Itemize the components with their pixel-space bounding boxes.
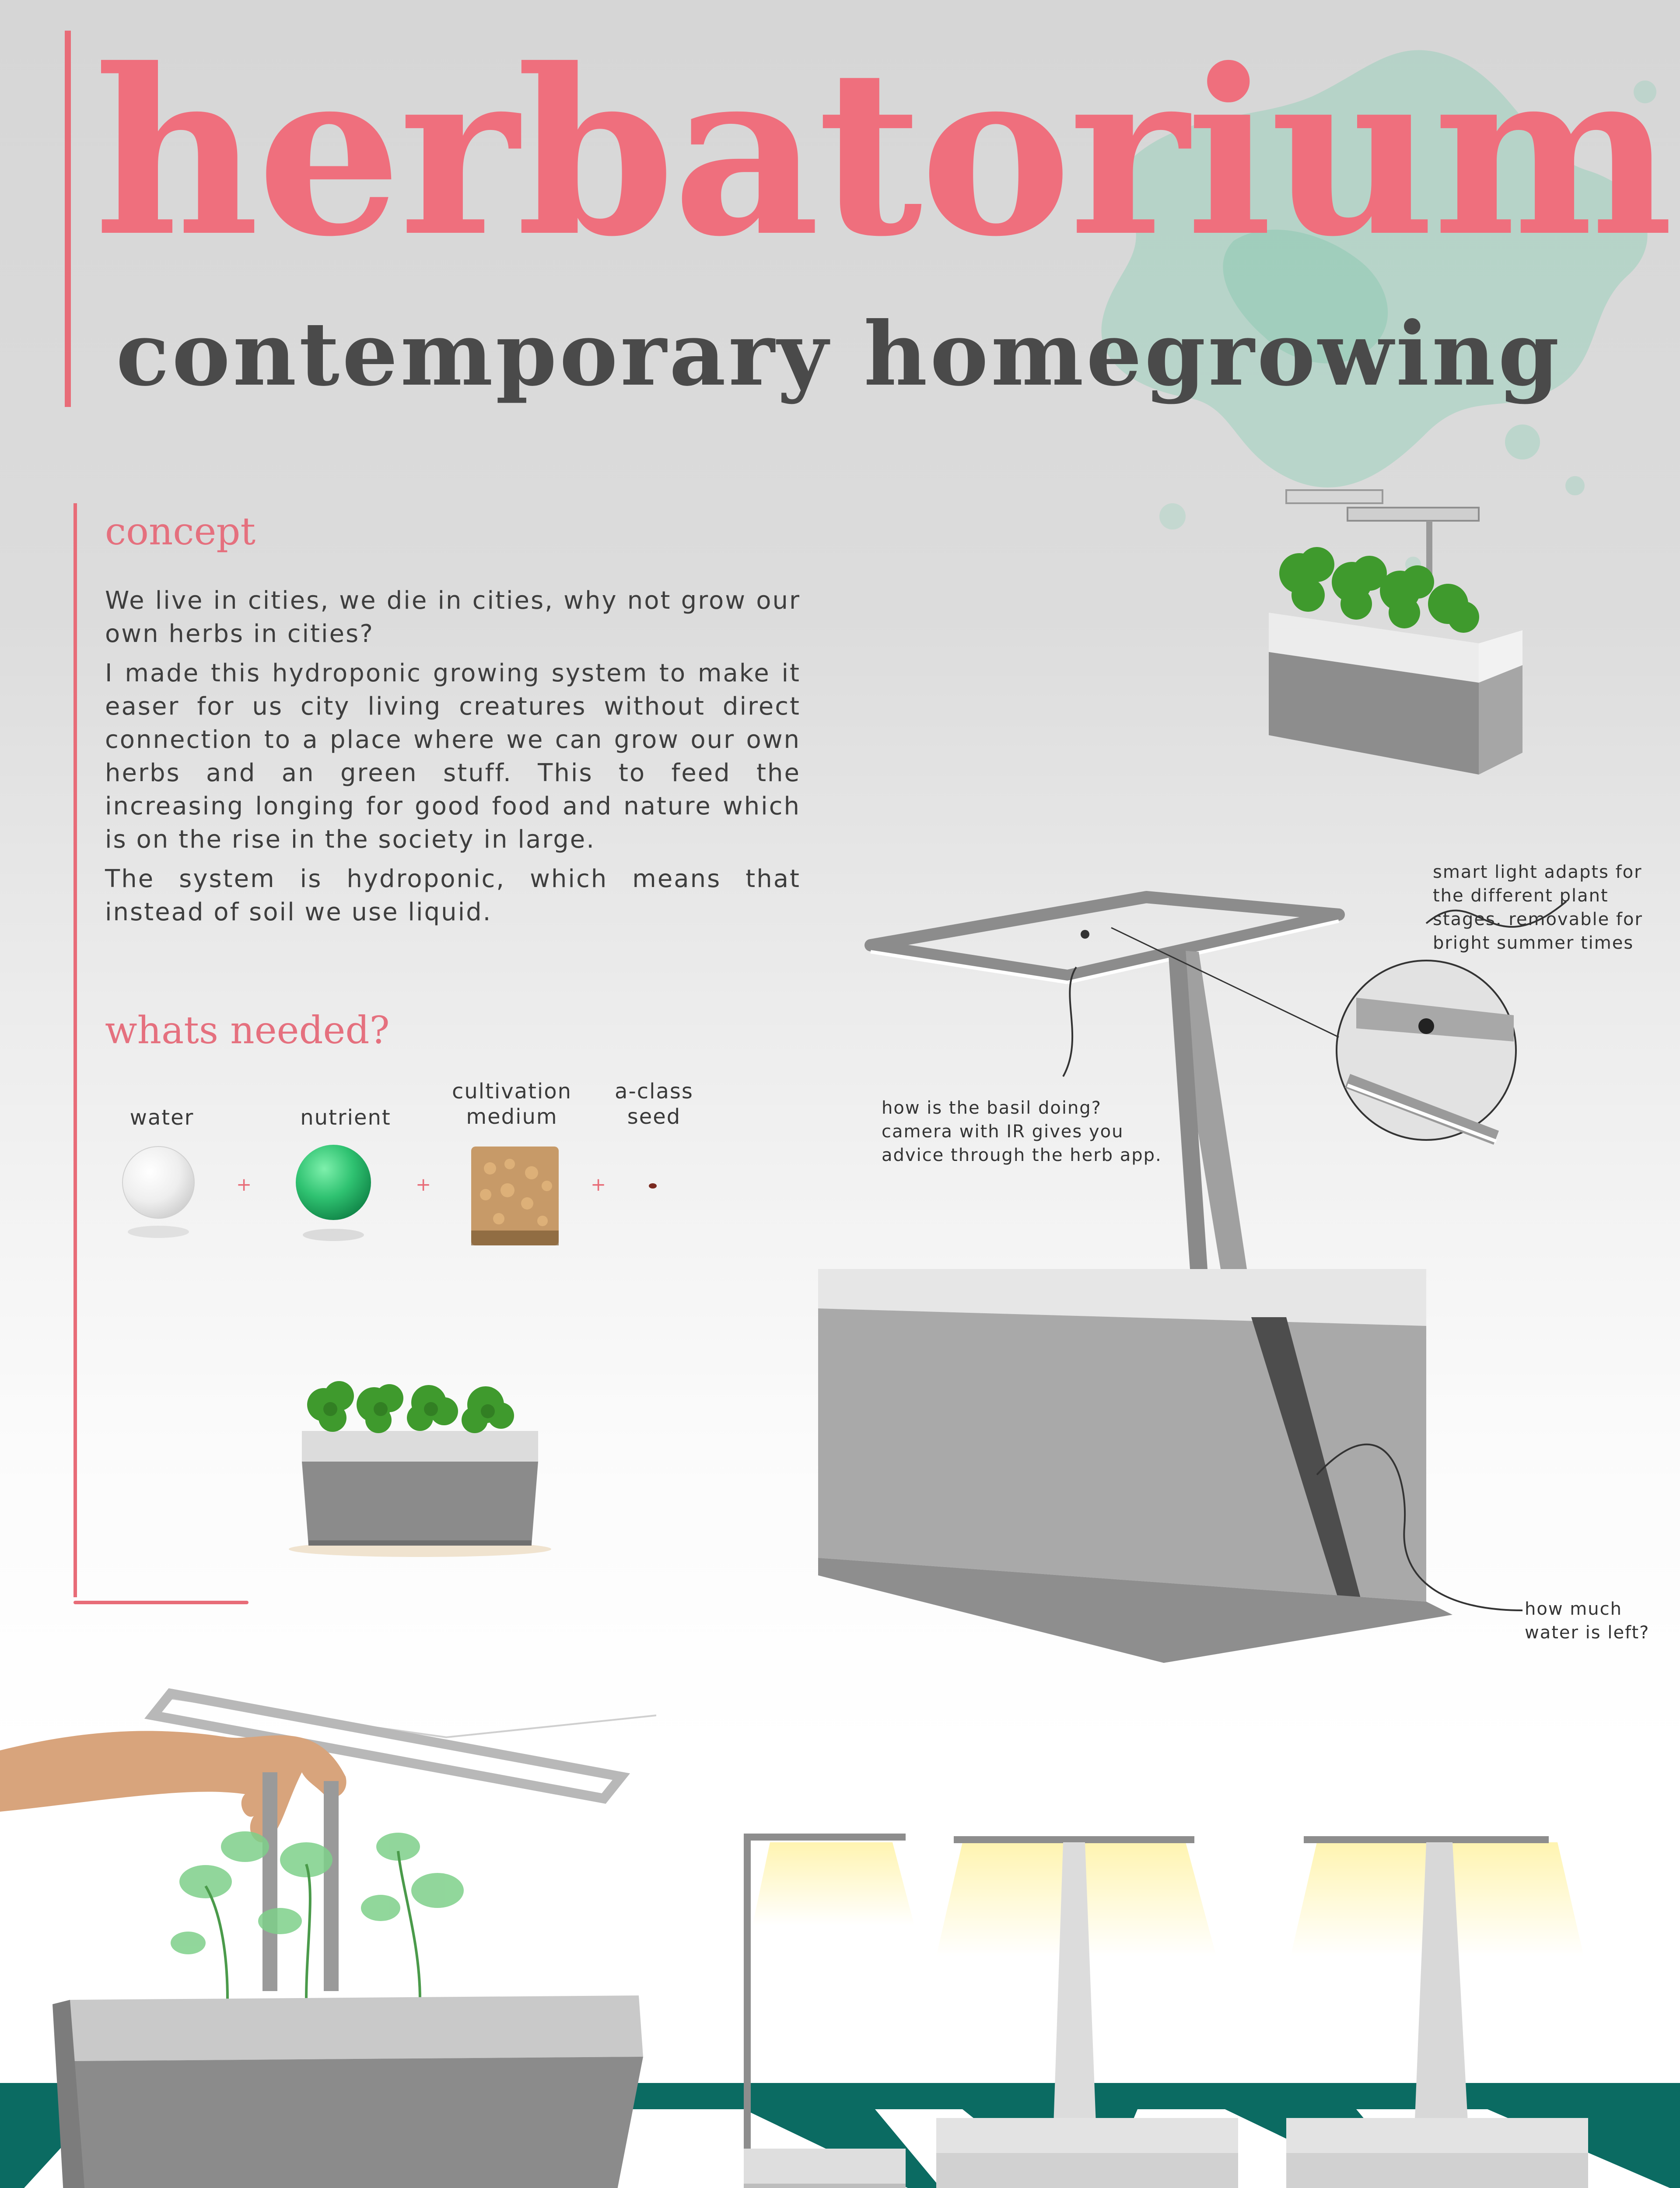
needed-heading: whats needed? (105, 1009, 390, 1052)
hand-illustration (0, 1731, 346, 1843)
needed-label-nutrient: nutrient (300, 1105, 391, 1130)
concept-heading: concept (105, 510, 256, 554)
concept-paragraph: I made this hydroponic growing system to make it easer for us city living creatures without direct connection to a place where we can grow our own herbs and an green stuff. This to feed the increasing longing for good food and nature which is on the rise in the society in large. (105, 659, 801, 854)
needed-label-medium: cultivation medium (452, 1079, 572, 1129)
planter-elevation-views (735, 1812, 1680, 2188)
nutrient-ball-icon (296, 1145, 371, 1220)
elevation-back (1286, 1836, 1588, 2188)
planter-sketch-render (0, 1663, 656, 2188)
elevation-side (744, 1834, 914, 2188)
needed-label-water: water (130, 1105, 194, 1130)
concept-body (105, 584, 801, 935)
header-accent-line (65, 31, 71, 407)
plus-sign: + (416, 1174, 431, 1195)
sketch-seedlings (171, 1831, 464, 1954)
annotation-smart-light: smart light adapts for the different plant stages. removable for bright summer times (1433, 862, 1643, 953)
poster-subtitle: contemporary homegrowing (116, 303, 1562, 406)
concept-paragraph: The system is hydroponic, which means that instead of soil we use liquid. (105, 865, 801, 926)
seed-icon (649, 1183, 657, 1189)
planter-front-render (289, 1348, 560, 1558)
annotation-camera: how is the basil doing? camera with IR gives you advice through the herb app. (882, 1098, 1162, 1165)
annotation-connectors (1050, 871, 1662, 1650)
water-drop-icon (122, 1147, 194, 1218)
needed-ingredients (105, 1133, 718, 1282)
plus-sign: + (591, 1174, 606, 1195)
poster-title: herbatorium (94, 19, 1671, 287)
needed-label-seed: a-class seed (615, 1079, 693, 1129)
section-frame-foot (74, 1601, 248, 1604)
concept-paragraph: We live in cities, we die in cities, why not grow our own herbs in cities? (105, 586, 801, 648)
plus-sign: + (236, 1174, 252, 1195)
section-frame-line (74, 503, 77, 1597)
annotation-water-level: how much water is left? (1525, 1599, 1650, 1643)
planter-iso-render (1242, 473, 1549, 805)
elevation-front (936, 1836, 1238, 2188)
